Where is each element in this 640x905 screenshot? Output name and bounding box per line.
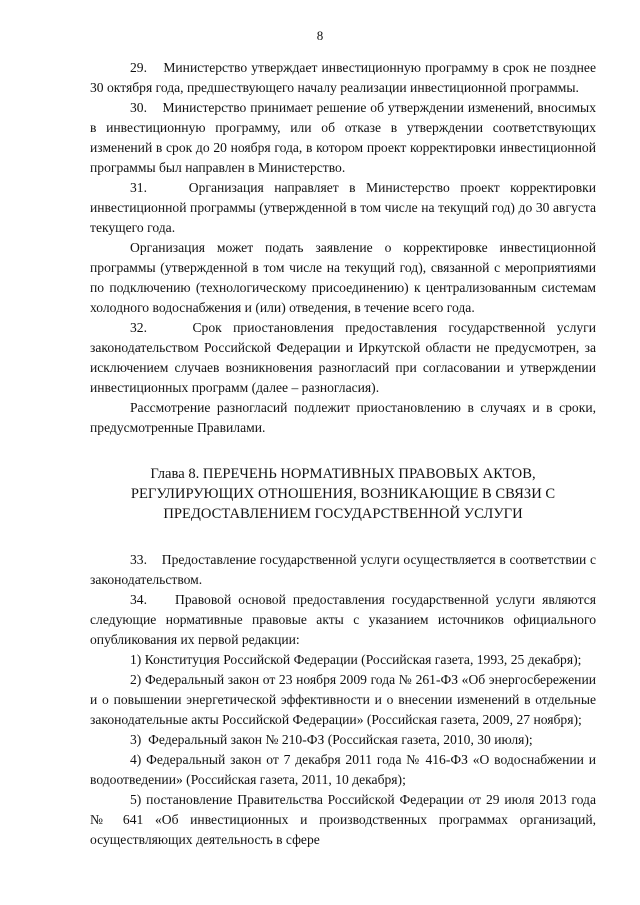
list-item-4: 4) Федеральный закон от 7 декабря 2011 года № 416-ФЗ «О водоснабжении и водоотведении» (Российская газета, 2011, 10 декабря); [90,752,596,787]
paragraph-33: 33. Предоставление государственной услуги осуществляется в соответствии с законодательством. [90,552,596,587]
paragraph-32: 32. Срок приостановления предоставления государственной услуги законодательством Российской Федерации и Иркутской области не предусмотрен, за исключением случаев возникновения разногласий при согласовании и утверждении инвестиционных программ (далее – разногласия). [90,320,596,395]
list-item-2: 2) Федеральный закон от 23 ноября 2009 года № 261-ФЗ «Об энергосбережении и о повышении энергетической эффективности и о внесении изменений в отдельные законодательные акты Российской Федерации» (Российская газета, 2009, 27 ноября); [90,672,596,727]
list-item-5: 5) постановление Правительства Российской Федерации от 29 июля 2013 года № 641 «Об инвестиционных и производственных программах организаций, осуществляющих деятельность в сфере [90,792,596,847]
list-item-3: 3) Федеральный закон № 210-ФЗ (Российская газета, 2010, 30 июля); [130,732,533,747]
chapter-heading-line: Глава 8. ПЕРЕЧЕНЬ НОРМАТИВНЫХ ПРАВОВЫХ АКТОВ, [150,466,536,482]
paragraph-29: 29. Министерство утверждает инвестиционную программу в срок не позднее 30 октября года, предшествующего началу реализации инвестиционной программы. [90,60,596,95]
page-number: 8 [316,28,324,43]
paragraph-34: 34. Правовой основой предоставления государственной услуги являются следующие нормативные правовые акты с указанием источников официального опубликования их первой редакции: [90,592,596,647]
paragraph-30: 30. Министерство принимает решение об утверждении изменений, вносимых в инвестиционную программу, или об отказе в утверждении соответствующих изменений в срок до 20 ноября года, в котором проект корректировки инвестиционной программы был направлен в Министерство. [90,100,596,175]
document-body [90,58,596,850]
paragraph-31-continued: Организация может подать заявление о корректировке инвестиционной программы (утвержденной в том числе на текущий год), связанной с мероприятиями по подключению (технологическому присоединению) к централизованным системам холодного водоснабжения и (или) отведения, в течение всего года. [90,240,596,315]
paragraph-32-continued: Рассмотрение разногласий подлежит приостановлению в случаях и в сроки, предусмотренные Правилами. [90,400,596,435]
chapter-heading-line: РЕГУЛИРУЮЩИХ ОТНОШЕНИЯ, ВОЗНИКАЮЩИЕ В СВЯЗИ С [130,486,556,502]
list-item-1: 1) Конституция Российской Федерации (Российская газета, 1993, 25 декабря); [130,652,582,667]
chapter-heading-line: ПРЕДОСТАВЛЕНИЕМ ГОСУДАРСТВЕННОЙ УСЛУГИ [163,506,523,522]
paragraph-31: 31. Организация направляет в Министерство проект корректировки инвестиционной программы (утвержденной в том числе на текущий год) до 30 августа текущего года. [90,180,596,235]
chapter-heading [90,464,596,524]
